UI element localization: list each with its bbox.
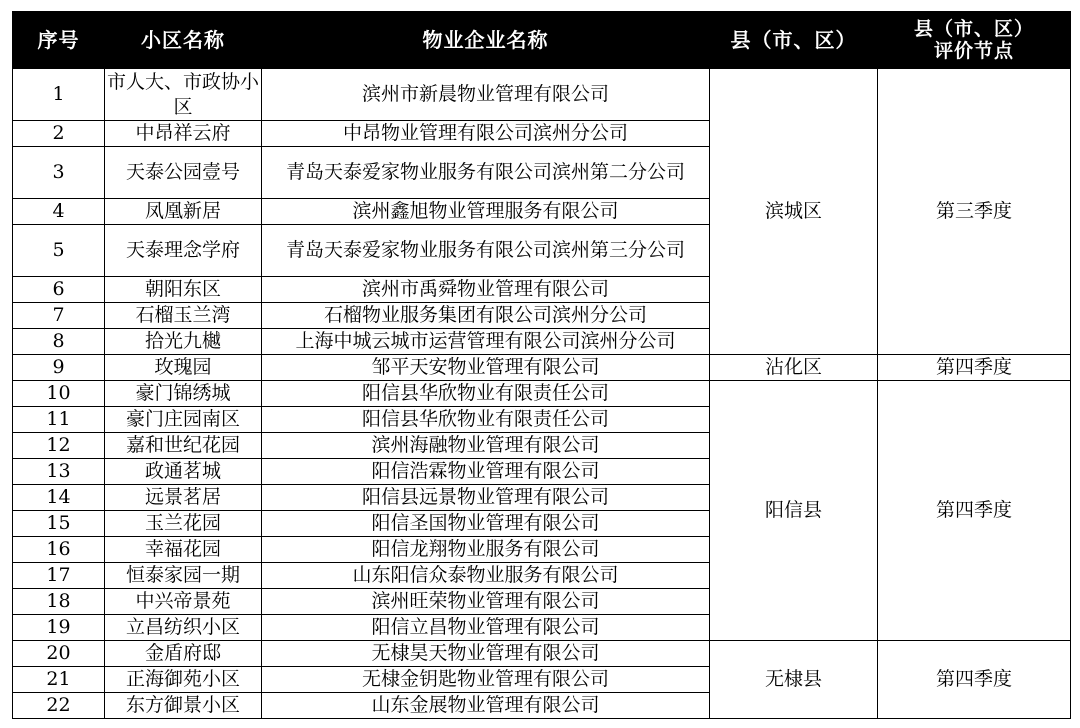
row-community: 豪门锦绣城 xyxy=(105,381,262,407)
row-no: 16 xyxy=(13,537,105,563)
row-no: 6 xyxy=(13,277,105,303)
row-company: 滨州旺荣物业管理有限公司 xyxy=(262,589,710,615)
group-quarter: 第四季度 xyxy=(878,381,1071,641)
group-county: 滨城区 xyxy=(710,69,878,355)
header-evaluation-line2: 评价节点 xyxy=(933,40,1014,62)
row-community: 朝阳东区 xyxy=(105,277,262,303)
row-no: 3 xyxy=(13,147,105,199)
row-no: 8 xyxy=(13,329,105,355)
row-no: 18 xyxy=(13,589,105,615)
row-no: 21 xyxy=(13,667,105,693)
row-company: 青岛天泰爱家物业服务有限公司滨州第三分公司 xyxy=(262,225,710,277)
row-no: 20 xyxy=(13,641,105,667)
row-no: 9 xyxy=(13,355,105,381)
row-company: 邹平天安物业管理有限公司 xyxy=(262,355,710,381)
table-row xyxy=(13,381,1071,407)
row-community: 嘉和世纪花园 xyxy=(105,433,262,459)
table-row xyxy=(13,69,1071,121)
row-no: 22 xyxy=(13,693,105,719)
row-company: 中昂物业管理有限公司滨州分公司 xyxy=(262,121,710,147)
row-no: 5 xyxy=(13,225,105,277)
table-row xyxy=(13,641,1071,667)
row-company: 阳信立昌物业管理有限公司 xyxy=(262,615,710,641)
group-quarter: 第四季度 xyxy=(878,641,1071,719)
row-community: 政通茗城 xyxy=(105,459,262,485)
row-no: 2 xyxy=(13,121,105,147)
header-company: 物业企业名称 xyxy=(262,12,710,69)
row-company: 无棣金钥匙物业管理有限公司 xyxy=(262,667,710,693)
row-company: 阳信浩霖物业管理有限公司 xyxy=(262,459,710,485)
row-company: 青岛天泰爱家物业服务有限公司滨州第二分公司 xyxy=(262,147,710,199)
row-no: 13 xyxy=(13,459,105,485)
row-company: 阳信圣国物业管理有限公司 xyxy=(262,511,710,537)
row-community: 豪门庄园南区 xyxy=(105,407,262,433)
row-community: 市人大、市政协小区 xyxy=(105,69,262,121)
row-community: 恒泰家园一期 xyxy=(105,563,262,589)
row-community: 幸福花园 xyxy=(105,537,262,563)
row-community: 拾光九樾 xyxy=(105,329,262,355)
row-no: 7 xyxy=(13,303,105,329)
row-community: 天泰公园壹号 xyxy=(105,147,262,199)
header-evaluation xyxy=(878,12,1071,69)
row-community: 天泰理念学府 xyxy=(105,225,262,277)
header-no: 序号 xyxy=(13,12,105,69)
group-county: 无棣县 xyxy=(710,641,878,719)
row-company: 阳信县华欣物业有限责任公司 xyxy=(262,381,710,407)
row-no: 11 xyxy=(13,407,105,433)
row-company: 山东阳信众泰物业服务有限公司 xyxy=(262,563,710,589)
row-community: 玫瑰园 xyxy=(105,355,262,381)
row-no: 10 xyxy=(13,381,105,407)
row-company: 山东金展物业管理有限公司 xyxy=(262,693,710,719)
row-company: 阳信县远景物业管理有限公司 xyxy=(262,485,710,511)
group-quarter: 第四季度 xyxy=(878,355,1071,381)
row-community: 中兴帝景苑 xyxy=(105,589,262,615)
row-company: 滨州市新晨物业管理有限公司 xyxy=(262,69,710,121)
table-header-row xyxy=(13,12,1071,69)
row-no: 4 xyxy=(13,199,105,225)
row-company: 滨州海融物业管理有限公司 xyxy=(262,433,710,459)
table-row xyxy=(13,355,1071,381)
row-company: 石榴物业服务集团有限公司滨州分公司 xyxy=(262,303,710,329)
row-company: 上海中城云城市运营管理有限公司滨州分公司 xyxy=(262,329,710,355)
row-community: 远景茗居 xyxy=(105,485,262,511)
row-community: 凤凰新居 xyxy=(105,199,262,225)
row-no: 14 xyxy=(13,485,105,511)
row-company: 阳信龙翔物业服务有限公司 xyxy=(262,537,710,563)
row-no: 15 xyxy=(13,511,105,537)
row-no: 12 xyxy=(13,433,105,459)
row-community: 玉兰花园 xyxy=(105,511,262,537)
row-community: 石榴玉兰湾 xyxy=(105,303,262,329)
row-no: 1 xyxy=(13,69,105,121)
header-county: 县（市、区） xyxy=(710,12,878,69)
header-evaluation-line1: 县（市、区） xyxy=(913,18,1034,40)
row-community: 中昂祥云府 xyxy=(105,121,262,147)
property-evaluation-table xyxy=(12,11,1071,719)
row-no: 19 xyxy=(13,615,105,641)
row-community: 金盾府邸 xyxy=(105,641,262,667)
group-quarter: 第三季度 xyxy=(878,69,1071,355)
row-no: 17 xyxy=(13,563,105,589)
row-company: 阳信县华欣物业有限责任公司 xyxy=(262,407,710,433)
header-community: 小区名称 xyxy=(105,12,262,69)
row-community: 正海御苑小区 xyxy=(105,667,262,693)
group-county: 沾化区 xyxy=(710,355,878,381)
row-company: 滨州市禹舜物业管理有限公司 xyxy=(262,277,710,303)
group-county: 阳信县 xyxy=(710,381,878,641)
row-company: 滨州鑫旭物业管理服务有限公司 xyxy=(262,199,710,225)
row-company: 无棣昊天物业管理有限公司 xyxy=(262,641,710,667)
row-community: 东方御景小区 xyxy=(105,693,262,719)
row-community: 立昌纺织小区 xyxy=(105,615,262,641)
